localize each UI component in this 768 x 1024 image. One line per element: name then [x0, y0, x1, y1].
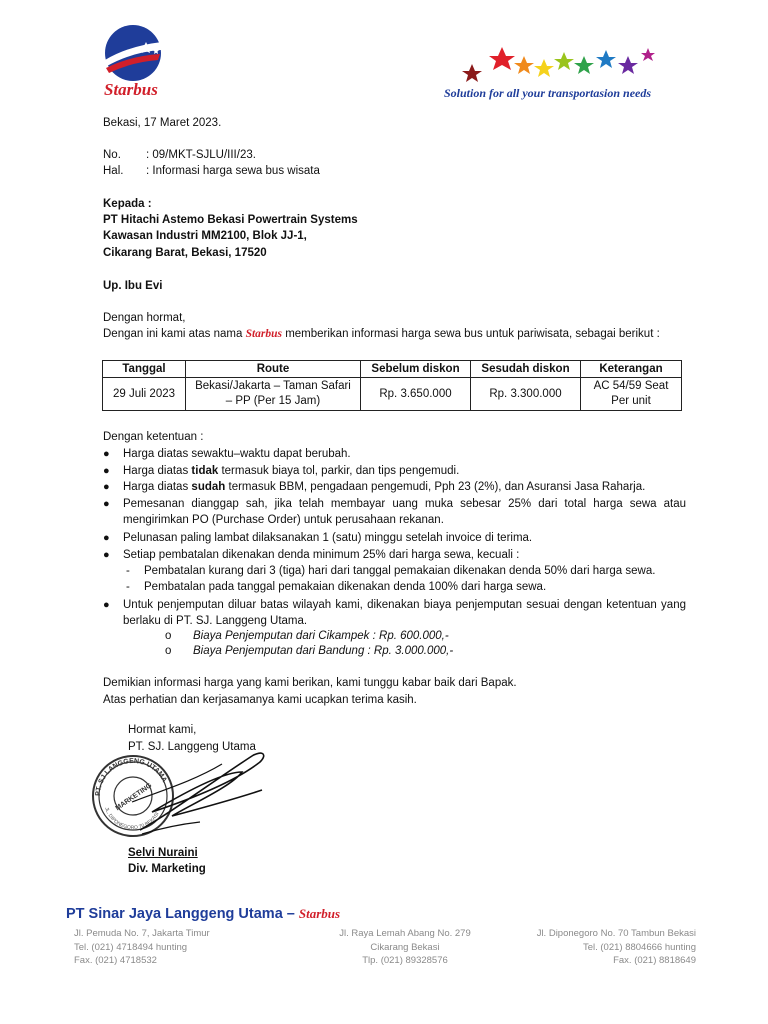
stamp-arc-text: PT. SJ LANGGENG UTAMA — [94, 757, 168, 797]
bullet: ● — [103, 465, 110, 477]
term-2-post: termasuk biaya tol, parkir, dan tips pengemudi. — [221, 465, 460, 477]
list-item — [103, 463, 686, 479]
term-2 — [123, 463, 686, 479]
starbus-globe-logo — [98, 24, 168, 82]
price-table — [102, 360, 682, 411]
sub-term-1: Pembatalan kurang dari 3 (tiga) hari dari tanggal pemakaian dikenakan denda 50% dari harga sewa. — [144, 565, 656, 577]
hormat-kami: Hormat kami, — [128, 724, 197, 736]
footer-address-middle — [338, 927, 472, 968]
footer-middle-line: Cikarang Bekasi — [370, 941, 440, 953]
term-2-pre: Harga diatas — [123, 465, 189, 477]
footer-right-line: Tel. (021) 8804666 hunting — [582, 941, 696, 953]
term-3 — [123, 479, 686, 495]
footer-middle-line: Jl. Raya Lemah Abang No. 279 — [339, 928, 471, 939]
pickup-fee-2: Biaya Penjemputan dari Bandung : Rp. 3.000.000,- — [193, 645, 454, 657]
circle-bullet: o — [165, 630, 172, 642]
footer-company — [66, 906, 340, 922]
brand-logotype: Starbus — [104, 80, 158, 99]
signer-title: Div. Marketing — [128, 863, 206, 875]
term-4: Pemesanan dianggap sah, jika telah membayar uang muka sebesar 25% dari total harga sewa atau mengirimkan PO (Purchase Order) untuk perusahaan rekanan. — [123, 498, 686, 526]
circle-bullet: o — [165, 645, 172, 657]
letter-number-row — [103, 147, 256, 163]
hal-value: : Informasi harga sewa bus wisata — [146, 165, 320, 177]
ket-line-1: AC 54/59 Seat — [593, 380, 669, 392]
term-7: Untuk penjemputan diluar batas wilayah kami, dikenakan biaya penjemputan sesuai dengan ketentuan yang berlaku di PT. SJ. Langgeng Utama. — [123, 599, 686, 627]
footer-middle-line: Tlp. (021) 89328576 — [362, 955, 448, 966]
bullet: ● — [103, 498, 110, 510]
footer-brand: Starbus — [298, 906, 341, 921]
dash: - — [126, 565, 130, 577]
route-line-2: – PP (Per 15 Jam) — [225, 395, 321, 407]
header-sesudah: Sesudah diskon — [471, 361, 581, 378]
footer-address-right — [520, 927, 696, 968]
term-1: Harga diatas sewaktu–waktu dapat berubah. — [123, 448, 351, 460]
place-date: Bekasi, 17 Maret 2023. — [103, 117, 222, 129]
cell-route — [186, 378, 361, 411]
list-item — [103, 547, 686, 563]
sub-list-item — [165, 628, 449, 644]
sub-list-item — [126, 579, 546, 595]
hal-label: Hal. — [103, 165, 124, 177]
header-keterangan: Keterangan — [581, 361, 682, 378]
header-sebelum: Sebelum diskon — [361, 361, 471, 378]
closing-line-2: Atas perhatian dan kerjasamanya kami ucapkan terima kasih. — [103, 694, 417, 706]
signer-name: Selvi Nuraini — [128, 847, 198, 859]
stamp-bottom-text: JL. DIPONEGORO 70 BEKASI — [103, 806, 161, 832]
subject-row — [103, 163, 320, 179]
cell-keterangan — [581, 378, 682, 411]
list-item — [103, 479, 686, 495]
handwritten-signature — [112, 742, 272, 842]
kepada-label: Kepada : — [103, 198, 152, 210]
bullet: ● — [103, 549, 110, 561]
ket-line-2: Per unit — [611, 395, 651, 407]
closing-line-1: Demikian informasi harga yang kami berikan, kami tunggu kabar baik dari Bapak. — [103, 677, 517, 689]
bullet: ● — [103, 448, 110, 460]
intro-brand: Starbus — [245, 328, 282, 340]
sub-term-2: Pembatalan pada tanggal pemakaian dikenakan denda 100% dari harga sewa. — [144, 581, 547, 593]
sub-list-item — [126, 563, 655, 579]
term-2-bold: tidak — [191, 465, 219, 477]
table-row — [103, 378, 682, 411]
list-item — [103, 446, 686, 462]
no-label: No. — [103, 149, 121, 161]
intro-post: memberikan informasi harga sewa bus untuk pariwisata, sebagai berikut : — [285, 328, 660, 340]
dash: - — [126, 581, 130, 593]
bullet: ● — [103, 481, 110, 493]
terms-title: Dengan ketentuan : — [103, 431, 204, 443]
greeting: Dengan hormat, — [103, 312, 186, 324]
footer-right-line: Fax. (021) 8818649 — [613, 955, 696, 966]
term-5: Pelunasan paling lambat dilaksanakan 1 (satu) minggu setelah invoice di terima. — [123, 532, 533, 544]
no-value: : 09/MKT-SJLU/III/23. — [146, 149, 256, 161]
route-line-1: Bekasi/Jakarta – Taman Safari — [195, 380, 351, 392]
recipient-line-3: Cikarang Barat, Bekasi, 17520 — [103, 247, 267, 259]
bullet: ● — [103, 599, 110, 611]
term-3-bold: sudah — [191, 481, 226, 493]
intro-pre: Dengan ini kami atas nama — [103, 328, 243, 340]
footer-left-line: Tel. (021) 4718494 hunting — [74, 941, 188, 953]
attention-line: Up. Ibu Evi — [103, 280, 163, 292]
header-route: Route — [186, 361, 361, 378]
term-3-post: termasuk BBM, pengadaan pengemudi, Pph 23 (2%), dan Asuransi Jasa Raharja. — [228, 481, 646, 493]
list-item — [103, 530, 686, 546]
footer-company-name: PT Sinar Jaya Langgeng Utama – — [66, 906, 295, 922]
footer-left-line: Jl. Pemuda No. 7, Jakarta Timur — [74, 928, 210, 939]
list-item — [103, 496, 686, 528]
recipient-line-2: Kawasan Industri MM2100, Blok JJ-1, — [103, 230, 307, 242]
pickup-fee-1: Biaya Penjemputan dari Cikampek : Rp. 600.000,- — [193, 630, 449, 642]
table-header-row — [103, 361, 682, 378]
signature-company: PT. SJ. Langgeng Utama — [128, 741, 256, 753]
cell-sesudah: Rp. 3.300.000 — [471, 378, 581, 411]
stamp-center-text: MARKETING — [114, 782, 154, 813]
header-tanggal: Tanggal — [103, 361, 186, 378]
bullet: ● — [103, 532, 110, 544]
footer-right-line: Jl. Diponegoro No. 70 Tambun Bekasi — [536, 928, 696, 939]
footer-address-left — [74, 927, 210, 968]
sub-list-item — [165, 643, 453, 659]
list-item — [103, 597, 686, 629]
intro-paragraph — [103, 326, 660, 342]
recipient-line-1: PT Hitachi Astemo Bekasi Powertrain Systems — [103, 214, 358, 226]
footer-left-line: Fax. (021) 4718532 — [74, 955, 157, 966]
term-6: Setiap pembatalan dikenakan denda minimum 25% dari harga sewa, kecuali : — [123, 549, 520, 561]
term-3-pre: Harga diatas — [123, 481, 189, 493]
cell-sebelum: Rp. 3.650.000 — [361, 378, 471, 411]
colored-stars-graphic — [462, 42, 662, 84]
tagline: Solution for all your transportasion needs — [444, 86, 652, 100]
cell-tanggal: 29 Juli 2023 — [103, 378, 186, 411]
